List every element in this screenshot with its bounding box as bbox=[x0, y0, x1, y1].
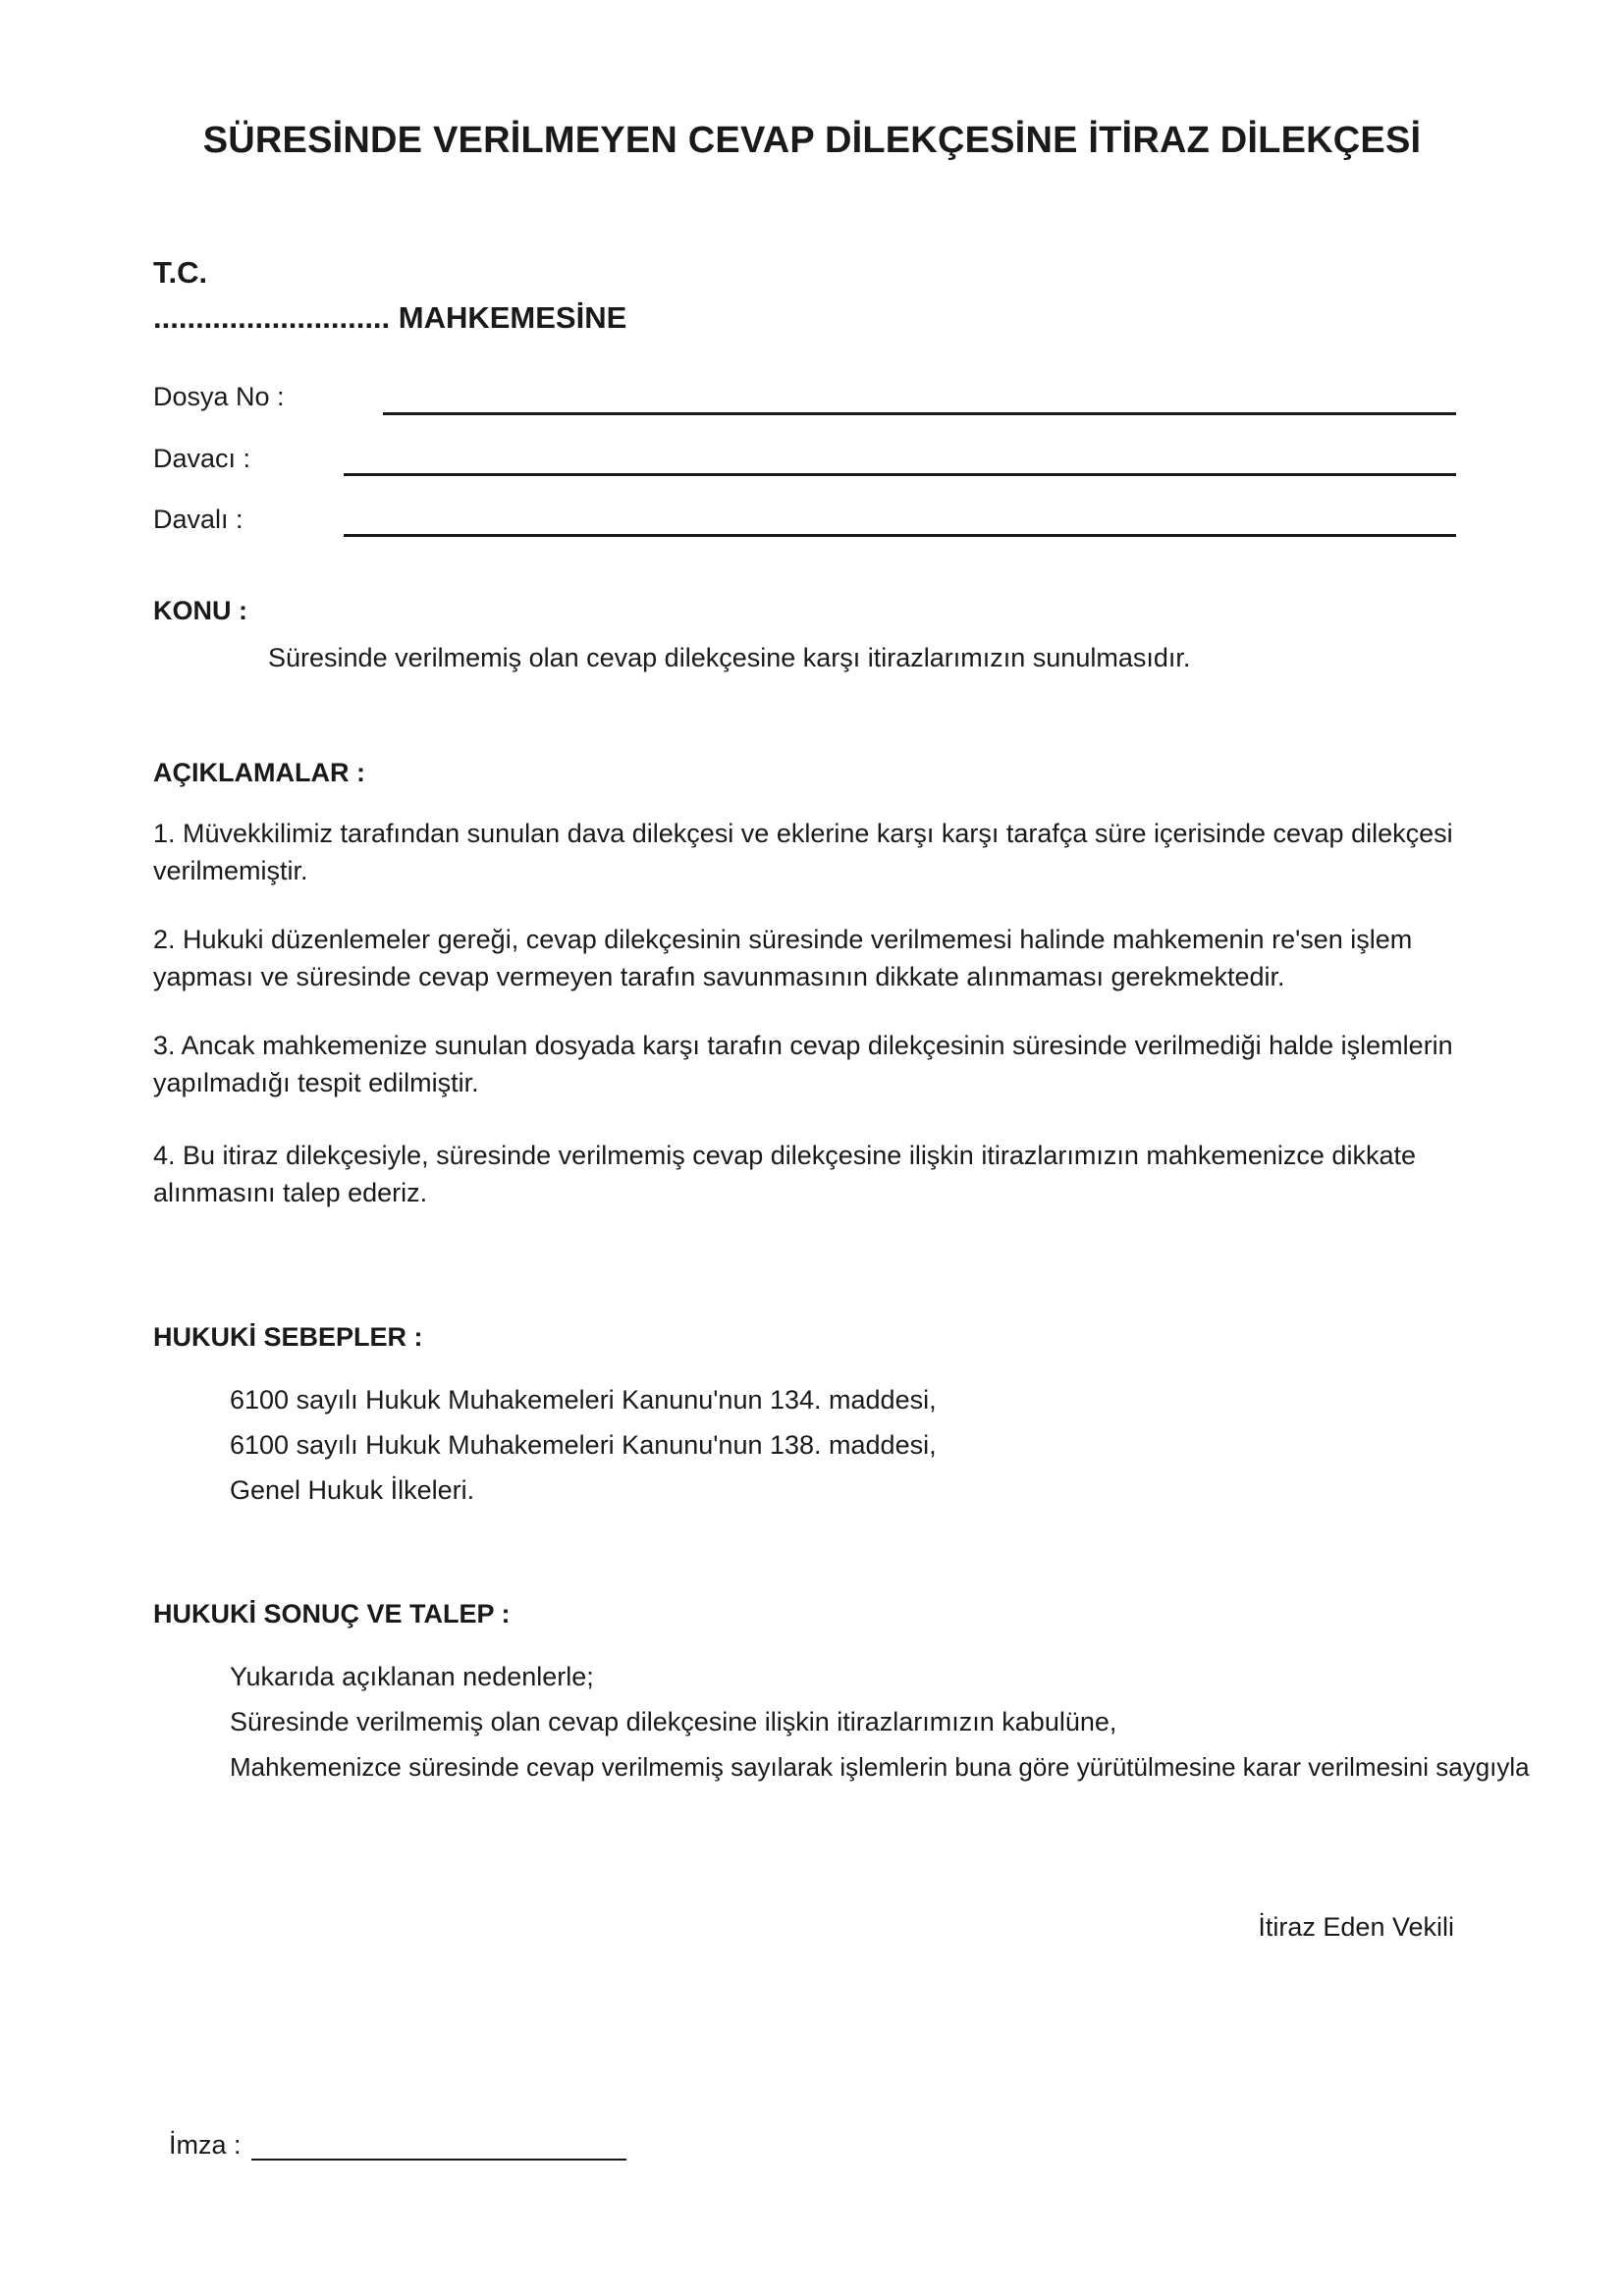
defendant-blank bbox=[344, 534, 1456, 537]
explanation-item-2: 2. Hukuki düzenlemeler gereği, cevap dilekçesinin süresinde verilmemesi halinde mahkemenin re'sen işlem yapması ve süresinde cevap vermeyen tarafın savunmasının dikkate alınmaması gerekmektedir. bbox=[153, 925, 1413, 991]
legal-grounds-heading: HUKUKİ SEBEPLER : bbox=[153, 1322, 423, 1352]
subject-text: Süresinde verilmemiş olan cevap dilekçesine karşı itirazlarımızın sunulmasıdır. bbox=[268, 643, 1191, 672]
subject-heading: KONU : bbox=[153, 596, 247, 625]
tc-header: T.C. bbox=[153, 255, 208, 290]
result-request-heading: HUKUKİ SONUÇ VE TALEP : bbox=[153, 1599, 511, 1629]
signature-blank bbox=[251, 2159, 626, 2161]
signer-title: İtiraz Eden Vekili bbox=[1258, 1912, 1454, 1942]
explanation-item-4: 4. Bu itiraz dilekçesiyle, süresinde verilmemiş cevap dilekçesine ilişkin itirazlarımızın mahkemenizce dikkate alınmasını talep ederiz. bbox=[153, 1141, 1416, 1207]
legal-ground-item: Genel Hukuk İlkeleri. bbox=[230, 1475, 475, 1505]
legal-ground-item: 6100 sayılı Hukuk Muhakemeleri Kanunu'nun 138. maddesi, bbox=[230, 1430, 937, 1460]
court-addressee: ............................ MAHKEMESİNE bbox=[153, 300, 627, 335]
result-request-item: Mahkemenizce süresinde cevap verilmemiş sayılarak işlemlerin buna göre yürütülmesine karar verilmesini saygıyla bbox=[230, 1752, 1530, 1782]
case-number-label: Dosya No : bbox=[153, 382, 285, 411]
explanations-heading: AÇIKLAMALAR : bbox=[153, 758, 365, 787]
signature-label: İmza : bbox=[169, 2130, 242, 2160]
result-request-item: Süresinde verilmemiş olan cevap dilekçesine ilişkin itirazlarımızın kabulüne, bbox=[230, 1707, 1117, 1736]
case-number-blank bbox=[383, 412, 1456, 415]
legal-ground-item: 6100 sayılı Hukuk Muhakemeleri Kanunu'nun 134. maddesi, bbox=[230, 1385, 937, 1415]
defendant-label: Davalı : bbox=[153, 505, 244, 534]
result-request-item: Yukarıda açıklanan nedenlerle; bbox=[230, 1662, 594, 1691]
explanation-item-1: 1. Müvekkilimiz tarafından sunulan dava dilekçesi ve eklerine karşı karşı tarafça süre içerisinde cevap dilekçesi verilmemiştir. bbox=[153, 819, 1453, 885]
document-title: SÜRESİNDE VERİLMEYEN CEVAP DİLEKÇESİNE İTİRAZ DİLEKÇESİ bbox=[202, 120, 1422, 161]
plaintiff-label: Davacı : bbox=[153, 444, 251, 473]
explanation-item-3: 3. Ancak mahkemenize sunulan dosyada karşı tarafın cevap dilekçesinin süresinde verilmediği halde işlemlerin yapılmadığı tespit edilmiştir. bbox=[153, 1031, 1453, 1097]
plaintiff-blank bbox=[344, 473, 1456, 476]
